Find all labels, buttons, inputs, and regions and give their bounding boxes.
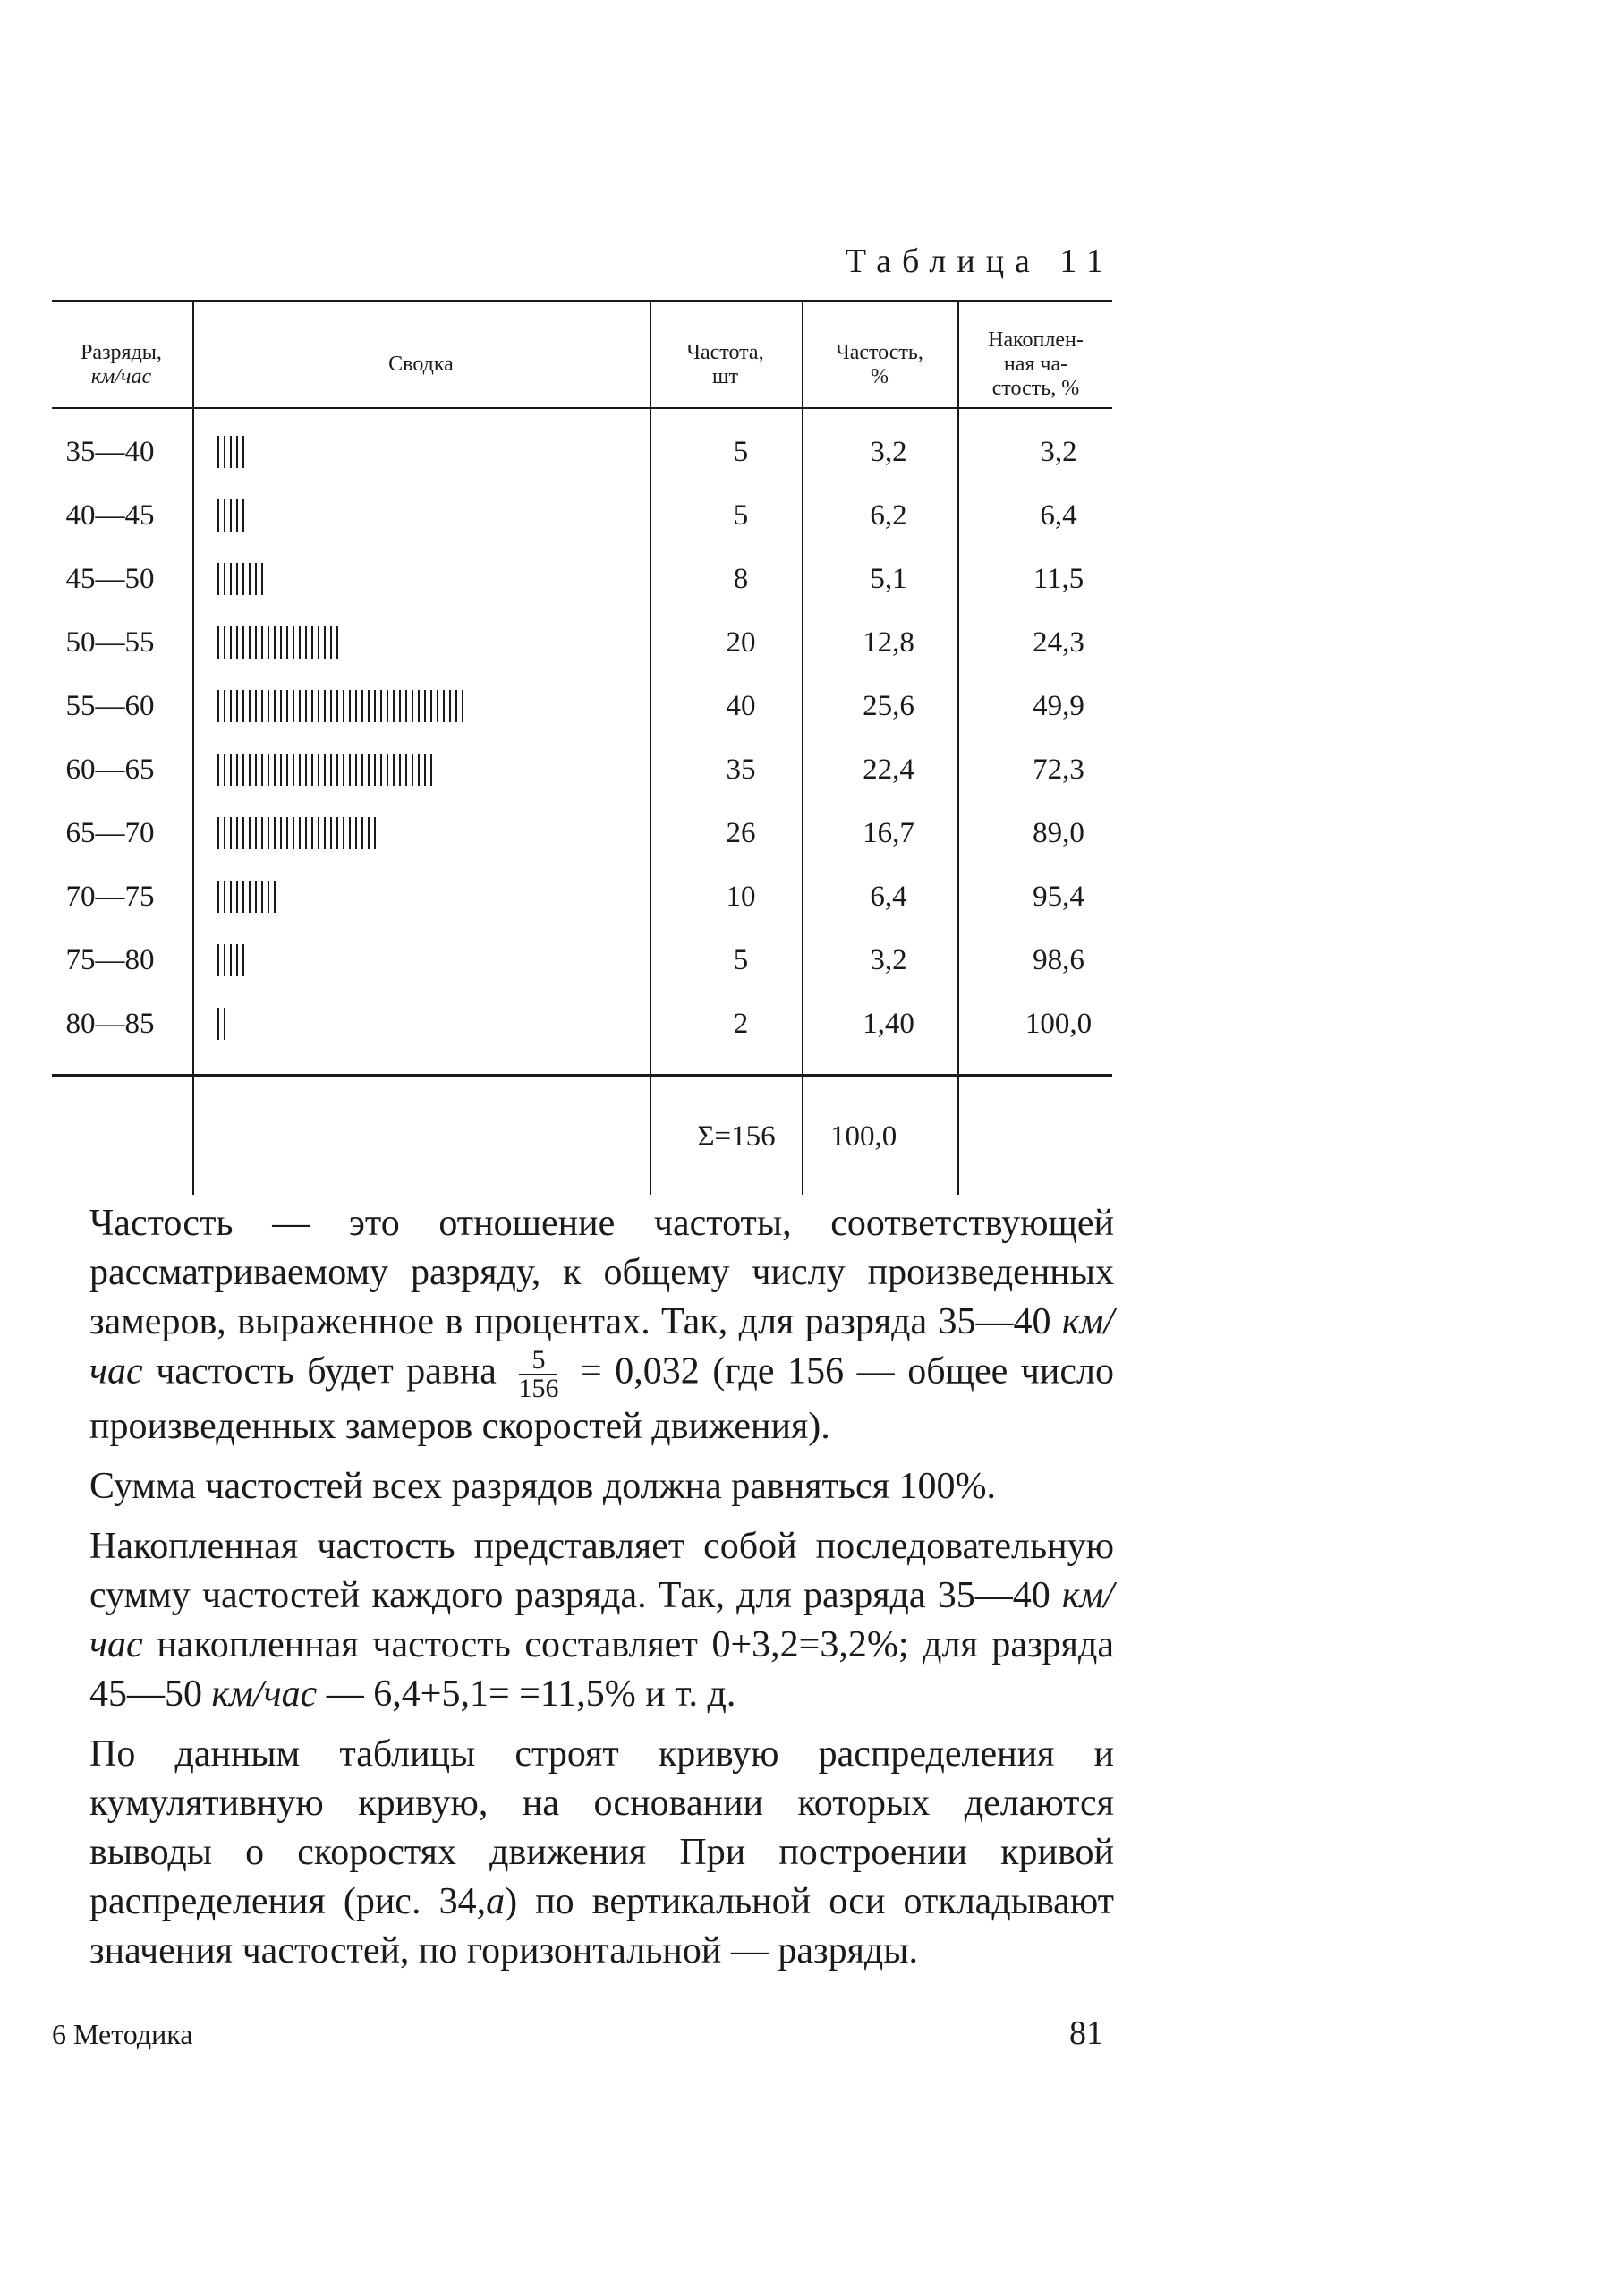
tally-mark [217, 817, 219, 849]
tally-mark [274, 881, 276, 913]
tally-mark [405, 690, 407, 722]
row-range: 70—75 [65, 880, 155, 913]
col-divider-3 [802, 300, 803, 1195]
tally-mark [274, 690, 276, 722]
row-tally [217, 806, 683, 860]
row-tally [217, 743, 683, 796]
tally-mark [217, 881, 219, 913]
tally-mark [330, 754, 332, 786]
row-tally [217, 616, 683, 669]
tally-mark [380, 754, 382, 786]
row-relative-frequency: 12,8 [863, 626, 914, 659]
tally-mark [274, 817, 276, 849]
row-tally [217, 679, 683, 733]
tally-mark [268, 626, 269, 659]
tally-mark [355, 817, 357, 849]
tally-mark [443, 690, 445, 722]
tally-mark [412, 754, 413, 786]
header-cum-line3: стость, % [991, 377, 1080, 400]
row-frequency: 5 [733, 943, 749, 976]
tally-mark [268, 690, 269, 722]
tally-mark [368, 817, 370, 849]
tally-mark [242, 499, 244, 532]
header-range-unit: км/час [90, 364, 152, 388]
tally-mark [361, 690, 363, 722]
row-cumulative-frequency: 24,3 [1033, 626, 1084, 659]
tally-mark [230, 690, 232, 722]
tally-mark [318, 817, 319, 849]
body-text [89, 1199, 1114, 1987]
table-top-rule [52, 300, 1112, 302]
tally-mark [261, 881, 263, 913]
tally-mark [462, 690, 463, 722]
row-cumulative-frequency: 98,6 [1033, 943, 1084, 976]
tally-marks [217, 561, 268, 597]
paragraph-1-part-c: = 0,032 (где 156 — общее число произведенных замеров скоростей движения). [89, 1350, 1114, 1447]
header-freq-unit: шт [712, 364, 738, 388]
tally-mark [242, 563, 244, 595]
tally-mark [399, 690, 401, 722]
paragraph-3-part-a: Накопленная частость представляет собой последовательную сумму частостей каждого разряда. Так, для разряда 35—40 [89, 1526, 1114, 1616]
row-relative-frequency: 25,6 [863, 689, 914, 722]
row-frequency: 40 [726, 689, 756, 722]
row-relative-frequency: 3,2 [870, 435, 907, 468]
tally-mark [255, 754, 257, 786]
tally-mark [387, 690, 388, 722]
tally-mark [330, 626, 332, 659]
paragraph-1-unit: км/час [89, 1301, 1114, 1392]
row-relative-frequency: 6,4 [870, 880, 907, 913]
row-tally [217, 933, 683, 987]
tally-mark [412, 690, 413, 722]
tally-mark [374, 690, 376, 722]
tally-mark [280, 754, 282, 786]
tally-mark [324, 626, 326, 659]
tally-mark [349, 754, 351, 786]
tally-mark [330, 690, 332, 722]
tally-mark [236, 499, 238, 532]
row-range: 65—70 [65, 816, 155, 849]
tally-mark [242, 754, 244, 786]
tally-marks [217, 498, 249, 533]
tally-mark [336, 754, 338, 786]
tally-mark [305, 754, 307, 786]
row-cumulative-frequency: 72,3 [1033, 753, 1084, 786]
tally-mark [418, 754, 420, 786]
tally-mark [255, 690, 257, 722]
tally-mark [217, 563, 219, 595]
row-tally [217, 552, 683, 606]
fraction [518, 1347, 558, 1402]
tally-mark [230, 563, 232, 595]
tally-mark [224, 436, 225, 468]
row-tally [217, 870, 683, 924]
row-range: 45—50 [65, 562, 155, 595]
paragraph-3 [89, 1522, 1114, 1719]
tally-mark [293, 817, 294, 849]
tally-mark [224, 754, 225, 786]
tally-mark [217, 436, 219, 468]
row-range: 50—55 [65, 626, 155, 659]
row-range: 35—40 [65, 435, 155, 468]
tally-mark [293, 626, 294, 659]
tally-mark [311, 817, 313, 849]
tally-mark [261, 626, 263, 659]
row-frequency: 8 [733, 562, 749, 595]
tally-mark [286, 626, 288, 659]
tally-marks [217, 434, 249, 470]
total-frequency: Σ=156 [697, 1120, 776, 1153]
row-range: 40—45 [65, 498, 155, 532]
tally-mark [305, 690, 307, 722]
tally-mark [336, 690, 338, 722]
tally-mark [343, 754, 344, 786]
tally-mark [305, 817, 307, 849]
paragraph-4-figure-letter: а [486, 1881, 506, 1922]
tally-mark [418, 690, 420, 722]
paragraph-3-part-c: — 6,4+5,1= =11,5% и т. д. [317, 1673, 736, 1715]
row-frequency: 20 [726, 626, 756, 659]
row-frequency: 10 [726, 880, 756, 913]
fraction-numerator: 5 [519, 1347, 557, 1375]
tally-mark [249, 690, 251, 722]
tally-mark [355, 690, 357, 722]
tally-mark [311, 626, 313, 659]
header-cum-line2: ная ча- [1003, 353, 1068, 376]
tally-mark [324, 690, 326, 722]
row-range: 55—60 [65, 689, 155, 722]
tally-mark [318, 754, 319, 786]
tally-mark [217, 690, 219, 722]
paragraph-4 [89, 1730, 1114, 1976]
row-tally [217, 489, 683, 542]
tally-mark [349, 690, 351, 722]
tally-mark [268, 817, 269, 849]
row-tally [217, 997, 683, 1051]
header-freq [651, 318, 799, 412]
tally-mark [230, 754, 232, 786]
tally-marks [217, 1006, 230, 1042]
tally-mark [280, 690, 282, 722]
tally-mark [224, 944, 225, 976]
tally-mark [255, 817, 257, 849]
tally-mark [430, 754, 432, 786]
tally-mark [299, 626, 301, 659]
tally-mark [217, 1008, 219, 1040]
tally-marks [217, 815, 380, 851]
tally-mark [374, 817, 376, 849]
row-cumulative-frequency: 95,4 [1033, 880, 1084, 913]
paragraph-3-unit-2: км/час [211, 1673, 318, 1715]
tally-mark [236, 626, 238, 659]
tally-mark [274, 754, 276, 786]
tally-mark [368, 690, 370, 722]
tally-mark [311, 754, 313, 786]
tally-mark [249, 817, 251, 849]
tally-mark [230, 499, 232, 532]
tally-mark [242, 817, 244, 849]
tally-mark [224, 817, 225, 849]
row-frequency: 35 [726, 753, 756, 786]
page-number: 81 [1069, 2014, 1103, 2052]
tally-mark [249, 626, 251, 659]
header-cum-line1: Накоплен- [988, 328, 1084, 352]
tally-mark [224, 690, 225, 722]
tally-mark [355, 754, 357, 786]
tally-mark [217, 499, 219, 532]
total-relative-frequency: 100,0 [830, 1120, 897, 1153]
tally-mark [224, 626, 225, 659]
tally-mark [286, 817, 288, 849]
header-range [52, 318, 191, 412]
row-relative-frequency: 16,7 [863, 816, 914, 849]
tally-mark [437, 690, 438, 722]
tally-mark [305, 626, 307, 659]
tally-mark [449, 690, 451, 722]
header-range-label: Разряды, [81, 340, 162, 364]
tally-mark [393, 754, 395, 786]
tally-mark [236, 817, 238, 849]
tally-mark [230, 944, 232, 976]
tally-mark [236, 754, 238, 786]
row-tally [217, 425, 683, 479]
tally-mark [455, 690, 457, 722]
tally-mark [255, 626, 257, 659]
tally-mark [230, 881, 232, 913]
table-sum-rule [52, 1074, 1112, 1077]
row-relative-frequency: 6,2 [870, 498, 907, 532]
tally-mark [236, 881, 238, 913]
row-cumulative-frequency: 3,2 [1040, 435, 1077, 468]
row-frequency: 26 [726, 816, 756, 849]
tally-mark [424, 754, 426, 786]
tally-mark [280, 817, 282, 849]
fraction-denominator: 156 [518, 1374, 559, 1403]
tally-mark [224, 499, 225, 532]
tally-mark [336, 626, 338, 659]
table-caption: Таблица 11 [845, 243, 1114, 280]
tally-mark [255, 563, 257, 595]
tally-mark [405, 754, 407, 786]
tally-mark [230, 626, 232, 659]
tally-marks [217, 752, 437, 788]
header-tally-label: Сводка [388, 353, 454, 376]
tally-mark [368, 754, 370, 786]
tally-mark [236, 436, 238, 468]
tally-mark [280, 626, 282, 659]
row-cumulative-frequency: 89,0 [1033, 816, 1084, 849]
tally-mark [224, 881, 225, 913]
header-rel-unit: % [870, 364, 889, 388]
tally-mark [343, 817, 344, 849]
tally-marks [217, 879, 280, 915]
paragraph-1-part-a: Частость — это отношение частоты, соответствующей рассматриваемому разряду, к общему числу произведенных замеров, выраженное в процентах. Так, для разряда 35—40 [89, 1203, 1114, 1342]
row-cumulative-frequency: 11,5 [1033, 562, 1084, 595]
row-relative-frequency: 1,40 [863, 1007, 914, 1040]
tally-mark [299, 690, 301, 722]
row-cumulative-frequency: 49,9 [1033, 689, 1084, 722]
tally-mark [249, 754, 251, 786]
tally-mark [424, 690, 426, 722]
tally-mark [387, 754, 388, 786]
row-frequency: 2 [733, 1007, 749, 1040]
tally-mark [293, 690, 294, 722]
row-relative-frequency: 3,2 [870, 943, 907, 976]
tally-mark [261, 754, 263, 786]
tally-mark [242, 436, 244, 468]
tally-mark [249, 563, 251, 595]
tally-mark [249, 881, 251, 913]
paragraph-3-part-b: накопленная частость составляет 0+3,2=3,2%; для разряда 45—50 [89, 1624, 1114, 1715]
tally-mark [236, 944, 238, 976]
row-frequency: 5 [733, 435, 749, 468]
row-range: 80—85 [65, 1007, 155, 1040]
tally-mark [224, 563, 225, 595]
data-table [52, 300, 1112, 1181]
tally-marks [217, 942, 249, 978]
tally-mark [268, 754, 269, 786]
row-cumulative-frequency: 100,0 [1025, 1007, 1093, 1040]
tally-mark [318, 690, 319, 722]
paragraph-1 [89, 1199, 1114, 1452]
header-rel-label: Частость, [836, 340, 923, 364]
header-tally [195, 318, 647, 412]
tally-mark [293, 754, 294, 786]
tally-mark [361, 754, 363, 786]
tally-mark [230, 817, 232, 849]
tally-mark [242, 881, 244, 913]
tally-mark [261, 563, 263, 595]
paragraph-2: Сумма частостей всех разрядов должна равняться 100%. [89, 1466, 997, 1507]
paragraph-4-part-b: ) по вертикальной оси откладывают значения частостей, по горизонтальной — разряды. [89, 1881, 1115, 1971]
tally-mark [224, 1008, 225, 1040]
paragraph-1-part-b: частость будет равна [142, 1350, 510, 1392]
tally-mark [261, 690, 263, 722]
tally-mark [236, 563, 238, 595]
tally-mark [380, 690, 382, 722]
col-divider-1 [192, 300, 194, 1195]
row-relative-frequency: 5,1 [870, 562, 907, 595]
tally-mark [242, 944, 244, 976]
tally-mark [361, 817, 363, 849]
row-range: 75—80 [65, 943, 155, 976]
tally-mark [286, 690, 288, 722]
tally-mark [261, 817, 263, 849]
tally-mark [343, 690, 344, 722]
tally-mark [230, 436, 232, 468]
row-frequency: 5 [733, 498, 749, 532]
tally-mark [217, 754, 219, 786]
tally-mark [374, 754, 376, 786]
tally-mark [286, 754, 288, 786]
tally-mark [217, 944, 219, 976]
tally-mark [299, 754, 301, 786]
header-freq-label: Частота, [686, 340, 764, 364]
tally-mark [330, 817, 332, 849]
tally-mark [318, 626, 319, 659]
row-relative-frequency: 22,4 [863, 753, 914, 786]
tally-marks [217, 688, 468, 724]
tally-mark [268, 881, 269, 913]
row-cumulative-frequency: 6,4 [1040, 498, 1077, 532]
tally-mark [349, 817, 351, 849]
tally-mark [242, 690, 244, 722]
tally-mark [336, 817, 338, 849]
tally-mark [430, 690, 432, 722]
header-cum [959, 318, 1112, 412]
header-rel [803, 318, 956, 412]
tally-mark [274, 626, 276, 659]
tally-marks [217, 625, 343, 660]
signature-mark: 6 Методика [52, 2018, 193, 2050]
tally-mark [217, 626, 219, 659]
tally-mark [255, 881, 257, 913]
tally-mark [393, 690, 395, 722]
tally-mark [311, 690, 313, 722]
tally-mark [236, 690, 238, 722]
tally-mark [399, 754, 401, 786]
tally-mark [324, 817, 326, 849]
row-range: 60—65 [65, 753, 155, 786]
tally-mark [299, 817, 301, 849]
paragraph-4-part-a: По данным таблицы строят кривую распределения и кумулятивную кривую, на основании которых делаются выводы о скоростях движения При построении кривой распределения (рис. 34, [89, 1733, 1114, 1922]
tally-mark [324, 754, 326, 786]
paragraph-3-unit-1: км/час [89, 1575, 1114, 1665]
tally-mark [242, 626, 244, 659]
